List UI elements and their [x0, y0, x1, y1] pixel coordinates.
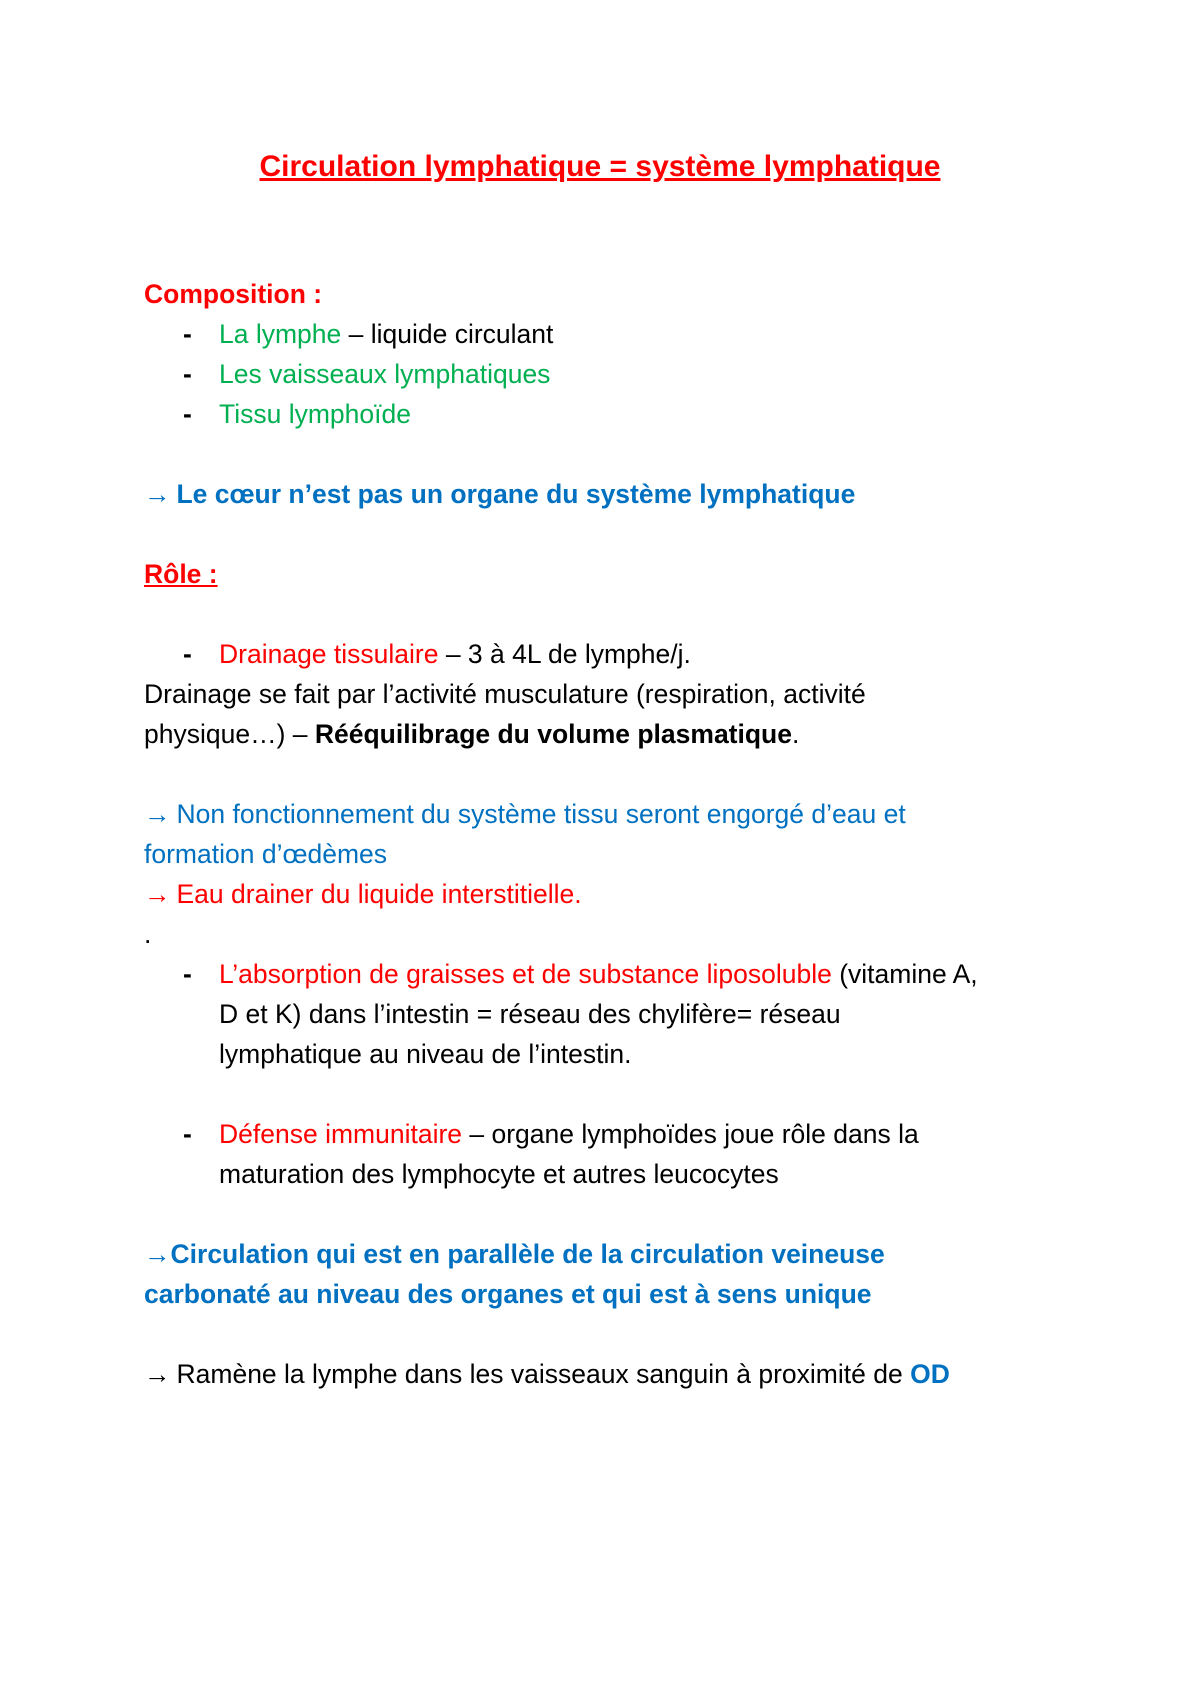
role-heading: Rôle : — [144, 559, 218, 589]
note-parallel-line2: carbonaté au niveau des organes et qui est à sens unique — [144, 1279, 872, 1309]
note-heart — [144, 474, 855, 514]
note-edema-line2: formation d’œdèmes — [144, 839, 388, 869]
arrow-right-icon: → — [144, 479, 171, 509]
note-water — [144, 874, 582, 914]
role-drainage — [219, 634, 691, 674]
composition-item — [219, 354, 550, 394]
composition-heading: Composition : — [144, 279, 323, 309]
defense-rest: – organe lymphoïdes joue rôle dans la — [462, 1119, 919, 1149]
drainage-text-line2 — [144, 714, 799, 754]
arrow-right-icon: → — [144, 879, 171, 909]
drainage-text-start: physique…) – — [144, 719, 315, 749]
role-absorption-line2: D et K) dans l’intestin = réseau des chylifère= réseau — [219, 999, 841, 1029]
page-title: Circulation lymphatique = système lymphatique — [259, 150, 941, 183]
composition-term: Tissu lymphoïde — [219, 399, 411, 429]
arrow-right-icon: → — [144, 799, 171, 829]
bullet-marker: - — [183, 959, 192, 989]
bullet-marker: - — [183, 399, 192, 429]
composition-term: Les vaisseaux lymphatiques — [219, 359, 551, 389]
drainage-text-end: . — [791, 719, 800, 749]
note-return-text: Ramène la lymphe dans les vaisseaux sanguin à proximité de — [176, 1359, 911, 1389]
bullet-marker: - — [183, 359, 192, 389]
composition-term: La lymphe — [219, 319, 342, 349]
bullet-marker: - — [183, 1119, 192, 1149]
note-parallel-line1 — [144, 1234, 885, 1274]
role-absorption-line1 — [219, 954, 978, 994]
drainage-term: Drainage tissulaire — [219, 639, 439, 669]
note-heart-text: Le cœur n’est pas un organe du système lymphatique — [176, 479, 856, 509]
note-parallel-text: Circulation qui est en parallèle de la circulation veineuse — [170, 1239, 885, 1269]
stray-dot: . — [144, 919, 152, 949]
absorption-term: L’absorption de graisses et de substance liposoluble — [219, 959, 832, 989]
arrow-right-icon: → — [144, 1359, 171, 1389]
note-edema-text: Non fonctionnement du système tissu seront engorgé d’eau et — [176, 799, 906, 829]
composition-item — [219, 394, 411, 434]
bullet-marker: - — [183, 639, 192, 669]
role-defense-line1 — [219, 1114, 919, 1154]
arrow-right-icon: → — [144, 1239, 171, 1269]
note-return-od: OD — [910, 1359, 950, 1389]
composition-item — [219, 314, 553, 354]
bullet-marker: - — [183, 319, 192, 349]
note-edema-line1 — [144, 794, 906, 834]
role-defense-line2: maturation des lymphocyte et autres leucocytes — [219, 1159, 779, 1189]
drainage-text-line1: Drainage se fait par l’activité musculature (respiration, activité — [144, 679, 866, 709]
drainage-rest: – 3 à 4L de lymphe/j. — [438, 639, 691, 669]
note-water-text: Eau drainer du liquide interstitielle. — [176, 879, 582, 909]
role-absorption-line3: lymphatique au niveau de l’intestin. — [219, 1039, 632, 1069]
absorption-rest: (vitamine A, — [831, 959, 978, 989]
note-return — [144, 1354, 950, 1394]
composition-rest: – liquide circulant — [341, 319, 554, 349]
drainage-text-bold: Rééquilibrage du volume plasmatique — [314, 719, 792, 749]
defense-term: Défense immunitaire — [219, 1119, 463, 1149]
